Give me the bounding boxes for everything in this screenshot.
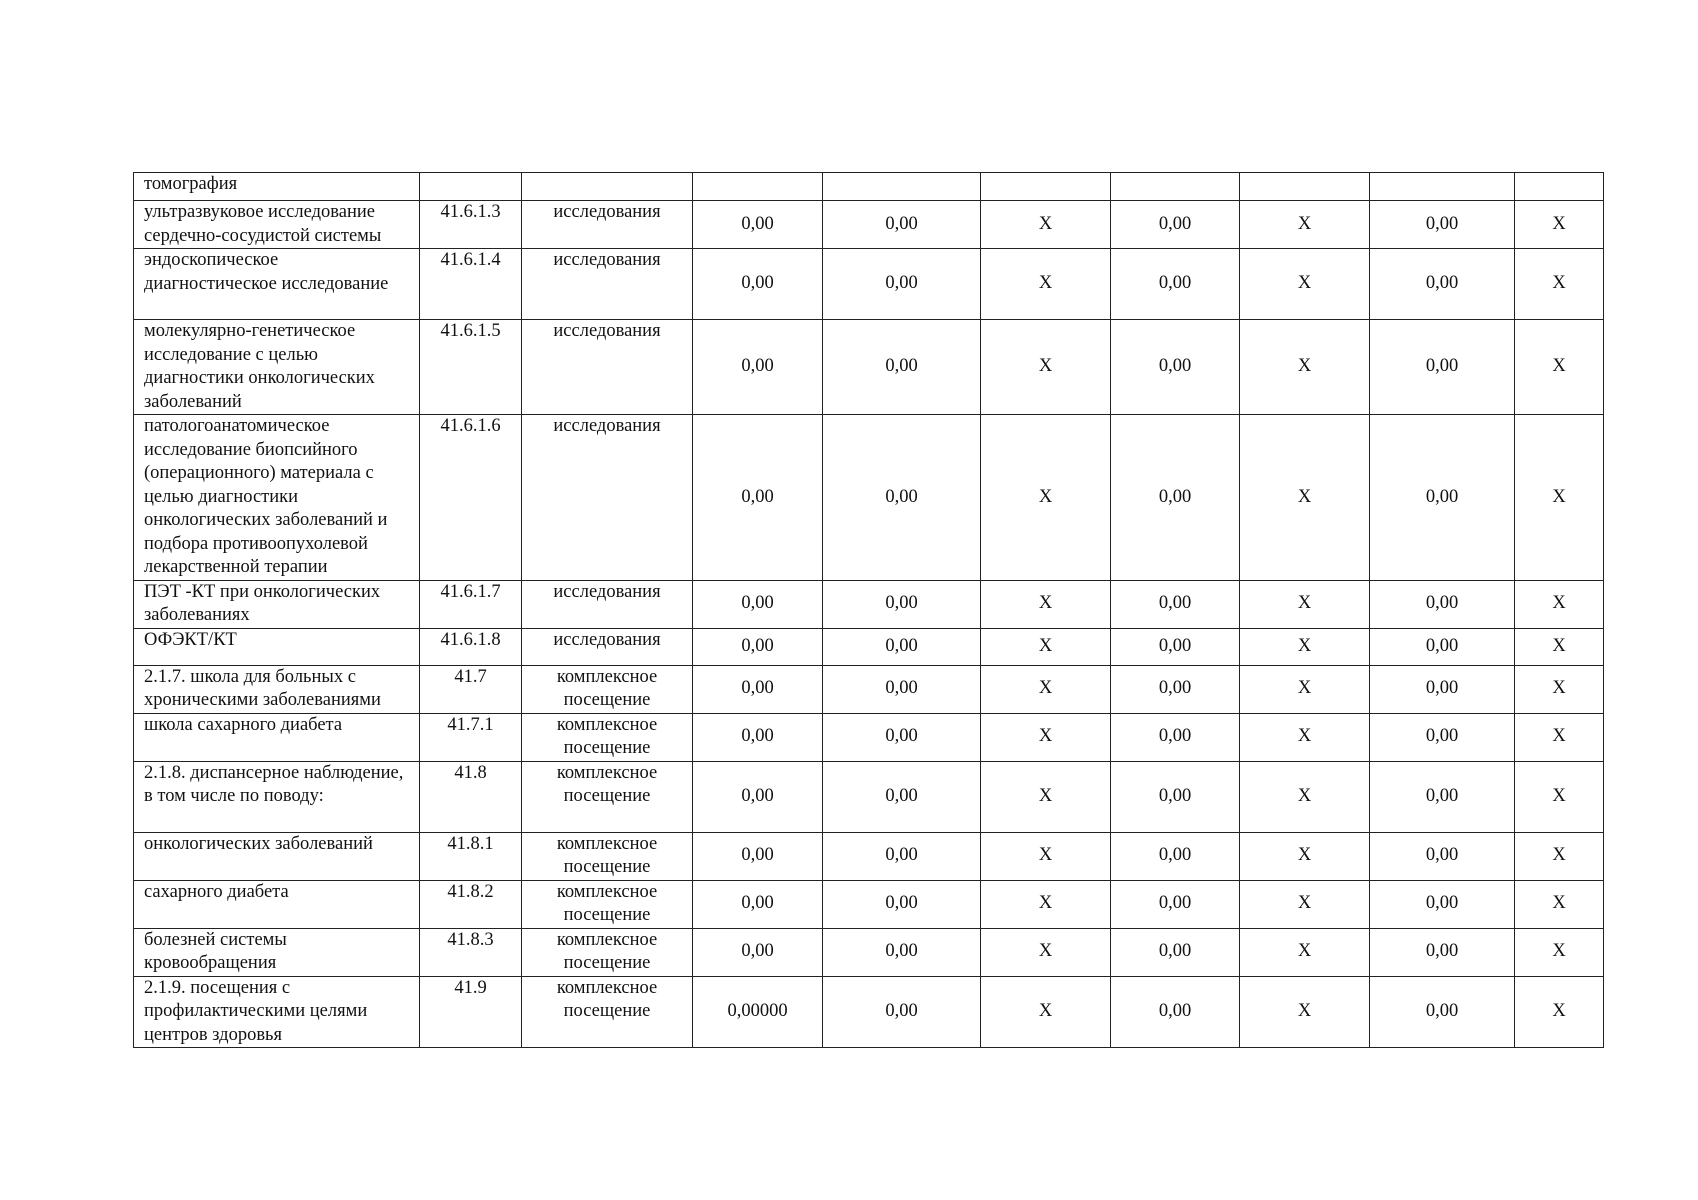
value-cell-6: 0,00 [1370, 976, 1515, 1048]
unit-cell: исследования [522, 415, 693, 581]
value-cell-1: 0,00000 [693, 976, 823, 1048]
value-cell-6: 0,00 [1370, 880, 1515, 928]
value-cell-1: 0,00 [693, 249, 823, 320]
value-cell-4: 0,00 [1111, 249, 1240, 320]
unit-cell: комплексное посещение [522, 928, 693, 976]
value-cell-5 [1240, 173, 1370, 201]
unit-cell: комплексное посещение [522, 761, 693, 832]
value-cell-6: 0,00 [1370, 628, 1515, 665]
unit-cell: исследования [522, 580, 693, 628]
value-cell-7: X [1515, 880, 1604, 928]
value-cell-4: 0,00 [1111, 761, 1240, 832]
value-cell-3: X [981, 580, 1111, 628]
value-cell-2: 0,00 [823, 201, 981, 249]
value-cell-2: 0,00 [823, 713, 981, 761]
indicator-name-cell: школа сахарного диабета [134, 713, 420, 761]
indicator-name-cell: 2.1.8. диспансерное наблюдение, в том числе по поводу: [134, 761, 420, 832]
indicator-name-cell: томография [134, 173, 420, 201]
table-row [134, 880, 1604, 928]
value-cell-5: X [1240, 665, 1370, 713]
value-cell-7: X [1515, 928, 1604, 976]
row-number-cell: 41.8 [420, 761, 522, 832]
unit-cell: исследования [522, 201, 693, 249]
value-cell-7: X [1515, 415, 1604, 581]
value-cell-2: 0,00 [823, 832, 981, 880]
row-number-cell: 41.7 [420, 665, 522, 713]
value-cell-4: 0,00 [1111, 415, 1240, 581]
value-cell-3: X [981, 320, 1111, 415]
row-number-cell: 41.6.1.3 [420, 201, 522, 249]
unit-cell: исследования [522, 320, 693, 415]
value-cell-1: 0,00 [693, 832, 823, 880]
value-cell-6: 0,00 [1370, 580, 1515, 628]
row-number-cell: 41.8.3 [420, 928, 522, 976]
value-cell-6 [1370, 173, 1515, 201]
value-cell-1: 0,00 [693, 415, 823, 581]
value-cell-2: 0,00 [823, 880, 981, 928]
value-cell-1: 0,00 [693, 320, 823, 415]
value-cell-3: X [981, 201, 1111, 249]
value-cell-2: 0,00 [823, 976, 981, 1048]
unit-cell: комплексное посещение [522, 880, 693, 928]
value-cell-4: 0,00 [1111, 976, 1240, 1048]
indicator-name-cell: 2.1.9. посещения с профилактическими целями центров здоровья [134, 976, 420, 1048]
value-cell-7: X [1515, 976, 1604, 1048]
value-cell-6: 0,00 [1370, 249, 1515, 320]
value-cell-7 [1515, 173, 1604, 201]
value-cell-6: 0,00 [1370, 201, 1515, 249]
value-cell-3: X [981, 665, 1111, 713]
value-cell-4 [1111, 173, 1240, 201]
row-number-cell: 41.6.1.5 [420, 320, 522, 415]
value-cell-3: X [981, 928, 1111, 976]
value-cell-6: 0,00 [1370, 713, 1515, 761]
value-cell-3: X [981, 976, 1111, 1048]
value-cell-3: X [981, 415, 1111, 581]
value-cell-3: X [981, 249, 1111, 320]
indicator-name-cell: ПЭТ -КТ при онкологических заболеваниях [134, 580, 420, 628]
row-number-cell: 41.6.1.7 [420, 580, 522, 628]
row-number-cell: 41.6.1.4 [420, 249, 522, 320]
value-cell-1: 0,00 [693, 880, 823, 928]
value-cell-4: 0,00 [1111, 832, 1240, 880]
value-cell-5: X [1240, 249, 1370, 320]
table-row [134, 832, 1604, 880]
value-cell-7: X [1515, 320, 1604, 415]
value-cell-5: X [1240, 713, 1370, 761]
value-cell-5: X [1240, 628, 1370, 665]
row-number-cell: 41.8.1 [420, 832, 522, 880]
data-table [133, 172, 1604, 1048]
table-row [134, 628, 1604, 665]
row-number-cell: 41.8.2 [420, 880, 522, 928]
indicator-name-cell: эндоскопическое диагностическое исследование [134, 249, 420, 320]
value-cell-5: X [1240, 928, 1370, 976]
value-cell-6: 0,00 [1370, 832, 1515, 880]
value-cell-2: 0,00 [823, 249, 981, 320]
indicator-name-cell: онкологических заболеваний [134, 832, 420, 880]
table-row [134, 928, 1604, 976]
value-cell-5: X [1240, 976, 1370, 1048]
value-cell-2: 0,00 [823, 415, 981, 581]
indicator-name-cell: ОФЭКТ/КТ [134, 628, 420, 665]
value-cell-7: X [1515, 249, 1604, 320]
unit-cell: комплексное посещение [522, 976, 693, 1048]
value-cell-2: 0,00 [823, 761, 981, 832]
value-cell-4: 0,00 [1111, 928, 1240, 976]
value-cell-7: X [1515, 761, 1604, 832]
value-cell-6: 0,00 [1370, 415, 1515, 581]
row-number-cell: 41.9 [420, 976, 522, 1048]
value-cell-5: X [1240, 320, 1370, 415]
value-cell-4: 0,00 [1111, 320, 1240, 415]
value-cell-2: 0,00 [823, 320, 981, 415]
value-cell-1: 0,00 [693, 201, 823, 249]
value-cell-2: 0,00 [823, 928, 981, 976]
value-cell-5: X [1240, 761, 1370, 832]
value-cell-3: X [981, 880, 1111, 928]
value-cell-2: 0,00 [823, 665, 981, 713]
unit-cell: исследования [522, 249, 693, 320]
table-body [134, 173, 1604, 1048]
value-cell-1: 0,00 [693, 665, 823, 713]
value-cell-3 [981, 173, 1111, 201]
table-row [134, 201, 1604, 249]
value-cell-3: X [981, 832, 1111, 880]
value-cell-7: X [1515, 628, 1604, 665]
value-cell-3: X [981, 713, 1111, 761]
value-cell-1: 0,00 [693, 928, 823, 976]
value-cell-5: X [1240, 832, 1370, 880]
table-row [134, 761, 1604, 832]
row-number-cell: 41.6.1.6 [420, 415, 522, 581]
unit-cell: комплексное посещение [522, 665, 693, 713]
table-row [134, 976, 1604, 1048]
value-cell-5: X [1240, 201, 1370, 249]
unit-cell: комплексное посещение [522, 832, 693, 880]
row-number-cell: 41.7.1 [420, 713, 522, 761]
value-cell-1: 0,00 [693, 628, 823, 665]
value-cell-2 [823, 173, 981, 201]
value-cell-1 [693, 173, 823, 201]
unit-cell: комплексное посещение [522, 713, 693, 761]
indicator-name-cell: ультразвуковое исследование сердечно-сосудистой системы [134, 201, 420, 249]
table-row [134, 320, 1604, 415]
table-row [134, 415, 1604, 581]
row-number-cell: 41.6.1.8 [420, 628, 522, 665]
value-cell-7: X [1515, 665, 1604, 713]
value-cell-4: 0,00 [1111, 665, 1240, 713]
indicator-name-cell: 2.1.7. школа для больных с хроническими заболеваниями [134, 665, 420, 713]
value-cell-4: 0,00 [1111, 880, 1240, 928]
table-row [134, 249, 1604, 320]
indicator-name-cell: болезней системы кровообращения [134, 928, 420, 976]
value-cell-5: X [1240, 580, 1370, 628]
unit-cell: исследования [522, 628, 693, 665]
indicator-name-cell: молекулярно-генетическое исследование с целью диагностики онкологических заболеваний [134, 320, 420, 415]
value-cell-6: 0,00 [1370, 665, 1515, 713]
value-cell-3: X [981, 761, 1111, 832]
value-cell-2: 0,00 [823, 580, 981, 628]
row-number-cell [420, 173, 522, 201]
value-cell-1: 0,00 [693, 713, 823, 761]
value-cell-5: X [1240, 880, 1370, 928]
value-cell-1: 0,00 [693, 761, 823, 832]
value-cell-5: X [1240, 415, 1370, 581]
value-cell-2: 0,00 [823, 628, 981, 665]
value-cell-1: 0,00 [693, 580, 823, 628]
indicator-name-cell: патологоанатомическое исследование биопсийного (операционного) материала с целью диагностики онкологических заболеваний и подбора противоопухолевой лекарственной терапии [134, 415, 420, 581]
table-row [134, 173, 1604, 201]
value-cell-7: X [1515, 580, 1604, 628]
table-row [134, 665, 1604, 713]
value-cell-7: X [1515, 713, 1604, 761]
value-cell-7: X [1515, 201, 1604, 249]
value-cell-4: 0,00 [1111, 580, 1240, 628]
indicator-name-cell: сахарного диабета [134, 880, 420, 928]
value-cell-4: 0,00 [1111, 713, 1240, 761]
value-cell-4: 0,00 [1111, 201, 1240, 249]
unit-cell [522, 173, 693, 201]
table-row [134, 713, 1604, 761]
value-cell-6: 0,00 [1370, 928, 1515, 976]
table-row [134, 580, 1604, 628]
value-cell-7: X [1515, 832, 1604, 880]
value-cell-6: 0,00 [1370, 761, 1515, 832]
value-cell-4: 0,00 [1111, 628, 1240, 665]
value-cell-6: 0,00 [1370, 320, 1515, 415]
value-cell-3: X [981, 628, 1111, 665]
